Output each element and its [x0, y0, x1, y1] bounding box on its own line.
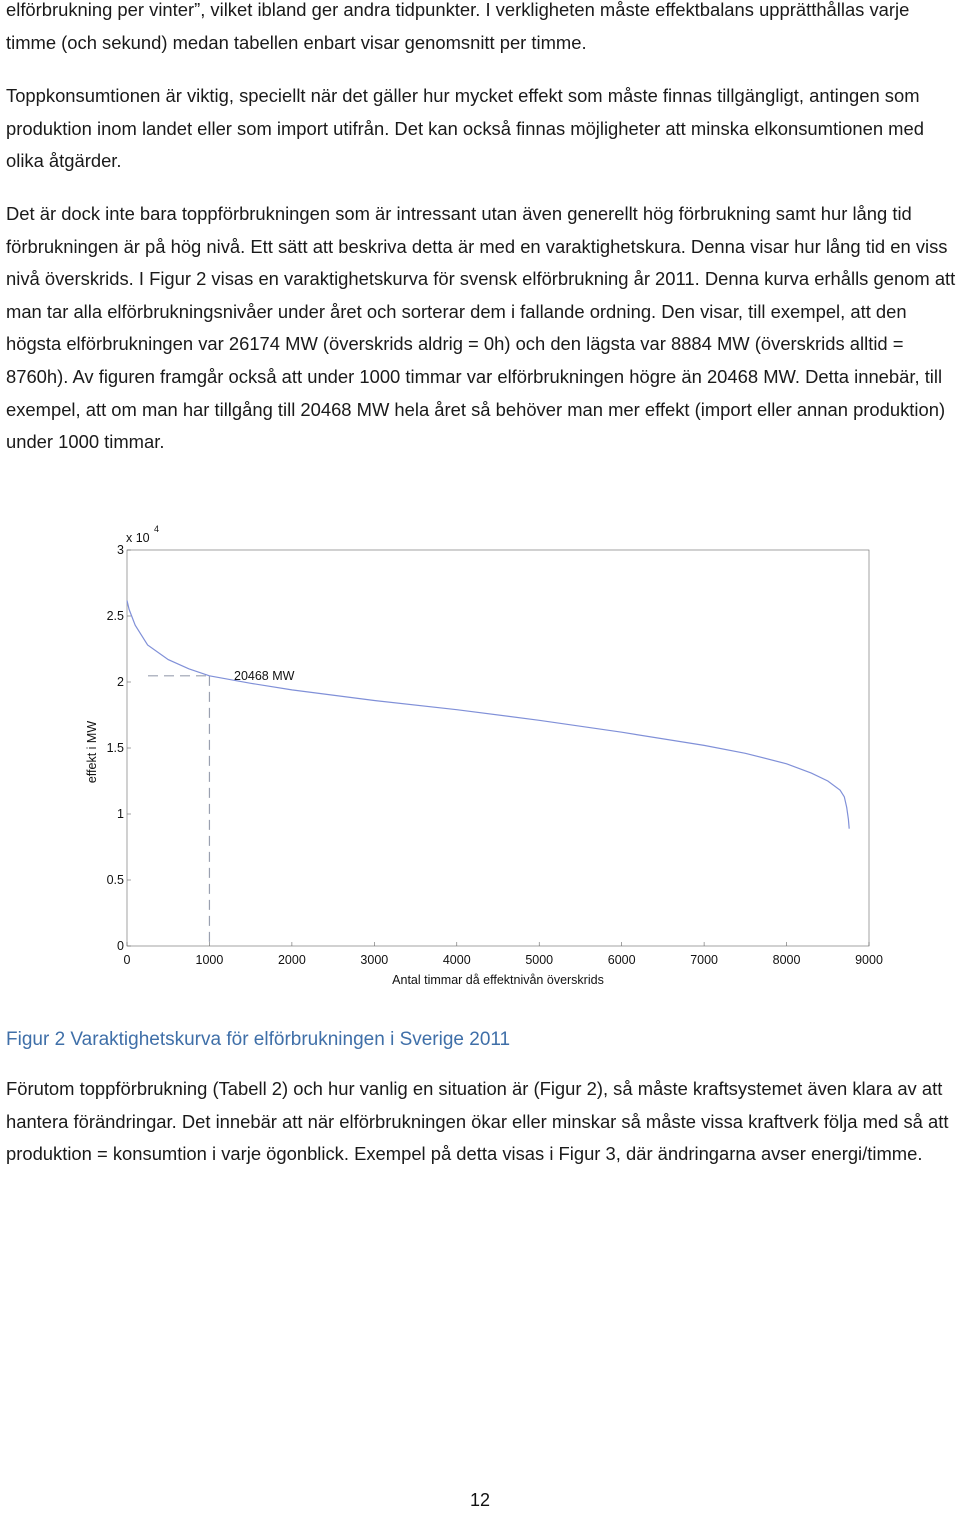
x-tick-label: 7000 [690, 953, 719, 967]
y-tick-label: 2 [117, 675, 124, 689]
y-axis-label: effekt i MW [85, 720, 99, 784]
y-tick-label: 3 [117, 543, 124, 557]
y-multiplier-base: x 10 [126, 531, 150, 545]
plot-frame [127, 550, 869, 946]
y-tick-label: 1 [117, 807, 124, 821]
x-tick-label: 8000 [772, 953, 801, 967]
x-tick-label: 3000 [360, 953, 389, 967]
x-tick-label: 2000 [277, 953, 306, 967]
y-tick-label: 0.5 [106, 873, 124, 887]
paragraph-1: elförbrukning per vinter”, vilket ibland ger andra tidpunkter. I verkligheten måste effektbalans upprätthållas varje timme (och sekund) medan tabellen enbart visar genomsnitt per timme. [6, 0, 910, 53]
y-tick-label: 1.5 [106, 741, 124, 755]
x-tick-label: 4000 [442, 953, 471, 967]
x-axis-label: Antal timmar då effektnivån överskrids [392, 973, 604, 987]
x-tick-label: 9000 [855, 953, 883, 967]
x-tick-label: 5000 [525, 953, 554, 967]
page-number: 12 [469, 1490, 491, 1510]
y-tick-label: 2.5 [106, 609, 124, 623]
figure-caption: Figur 2 Varaktighetskurva för elförbrukningen i Sverige 2011 [6, 1029, 511, 1050]
paragraph-3: Det är dock inte bara toppförbrukningen som är intressant utan även generellt hög förbrukning samt hur lång tid förbrukningen är på hög nivå. Ett sätt att beskriva detta är med en varaktighetskura. Denna visar hur lång tid en viss nivå överskrids. I Figur 2 visas en varaktighetskurva för svensk elförbrukning år 2011. Denna kurva erhålls genom att man tar alla elförbrukningsnivåer under året och sorterar dem i fallande ordning. Den visar, till exempel, att den högsta elförbrukningen var 26174 MW (överskrids aldrig = 0h) och den lägsta var 8884 MW (överskrids alltid = 8760h). Av figuren framgår också att under 1000 timmar var elförbrukningen högre än 20468 MW. Detta innebär, till exempel, att om man har tillgång till 20468 MW hela året så behöver man mer effekt (import eller annan produktion) under 1000 timmar. [6, 203, 956, 453]
x-tick-label: 6000 [607, 953, 636, 967]
y-multiplier-exponent: 4 [154, 524, 160, 534]
duration-curve-chart [0, 515, 960, 995]
annotation-20468-mw: 20468 MW [234, 669, 295, 683]
paragraph-4: Förutom toppförbrukning (Tabell 2) och hur vanlig en situation är (Figur 2), så måste kraftsystemet även klara av att hantera förändringar. Det innebär att när elförbrukningen ökar eller minskar så måste vissa kraftverk följa med så att produktion = konsumtion i varje ögonblick. Exempel på detta visas i Figur 3, där ändringarna avser energi/timme. [6, 1078, 949, 1165]
x-tick-label: 1000 [195, 953, 224, 967]
paragraph-2: Toppkonsumtionen är viktig, speciellt när det gäller hur mycket effekt som måste finnas tillgängligt, antingen som produktion inom landet eller som import utifrån. Det kan också finnas möjligheter att minska elkonsumtionen med olika åtgärder. [6, 85, 924, 172]
duration-curve-line [127, 601, 849, 829]
y-tick-label: 0 [117, 939, 124, 953]
x-tick-label: 0 [123, 953, 131, 967]
